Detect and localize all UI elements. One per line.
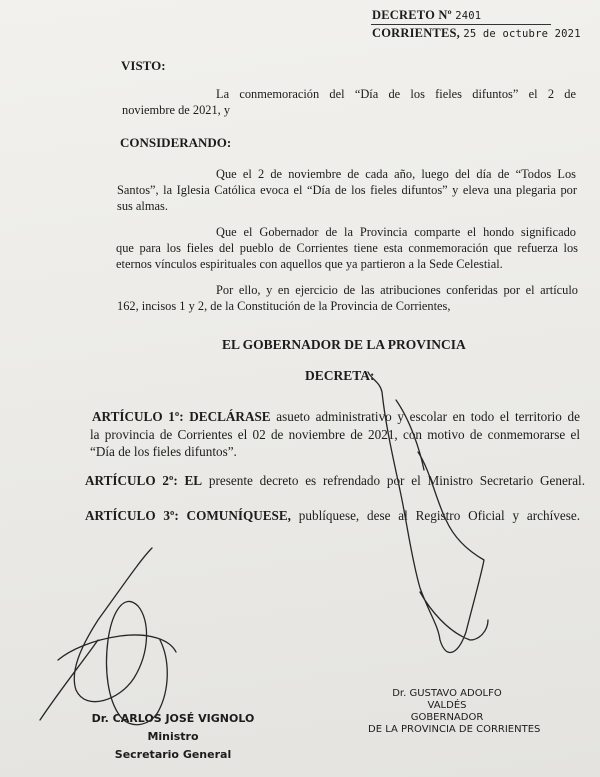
city: CORRIENTES, [372, 26, 460, 40]
governor-title: GOBERNADOR [410, 712, 484, 723]
considerando-title: CONSIDERANDO: [120, 135, 232, 150]
city-date-line [372, 26, 581, 41]
article-2-text: presente decreto es refrendado por el Ministro Secretario General. [208, 473, 586, 488]
article-3-label: ARTÍCULO 3º: COMUNÍQUESE, [85, 508, 291, 523]
article-3-text: publíquese, dese al Registro Oficial y archívese. [298, 508, 580, 523]
visto-line-2: noviembre de 2021, y [122, 103, 231, 117]
decree-underline [371, 24, 551, 25]
visto-line-1: La conmemoración del “Día de los fieles difuntos” el 2 de [216, 87, 576, 101]
article-1-line2: la provincia de Corrientes el 02 de noviembre de 2021, con motivo de conmemorarse el [90, 427, 580, 442]
considerando-p2-line3: eternos vínculos espirituales con aquellos que ya partieron a la Sede Celestial. [116, 257, 503, 271]
governor-province: DE LA PROVINCIA DE CORRIENTES [368, 724, 541, 735]
date: 25 de octubre 2021 [463, 28, 581, 40]
article-1-label: ARTÍCULO 1º: DECLÁRASE [92, 409, 271, 424]
minister-signature [58, 548, 176, 725]
minister-role: Secretario General [114, 748, 232, 761]
visto-title: VISTO: [121, 58, 166, 73]
decree-number-line [372, 8, 481, 23]
decreta-title: DECRETA: [305, 368, 375, 383]
governor-stamp [368, 688, 541, 736]
considerando-p1-line3: sus almas. [117, 199, 168, 213]
article-2-label: ARTÍCULO 2º: EL [85, 473, 203, 488]
considerando-p2-line2: que para los fieles del pueblo de Corrientes tiene esta conmemoración que refuerza los [116, 241, 578, 255]
considerando-p3-line2: 162, incisos 1 y 2, de la Constitución de la Provincia de Corrientes, [117, 299, 451, 313]
article-1-line1 [92, 408, 580, 426]
considerando-p1-line2: Santos”, la Iglesia Católica evoca el “Día de los fieles difuntos” y eleva una plegaria por [117, 183, 577, 197]
article-3 [85, 507, 580, 525]
considerando-p3-line1: Por ello, y en ejercicio de las atribuciones conferidas por el artículo [216, 283, 578, 297]
considerando-p1-line1: Que el 2 de noviembre de cada año, luego del día de “Todos Los [216, 167, 576, 181]
minister-name: Dr. CARLOS JOSÉ VIGNOLO [91, 712, 255, 725]
authority-title: EL GOBERNADOR DE LA PROVINCIA [222, 337, 466, 352]
decree-number: 2401 [455, 10, 482, 22]
minister-title: Ministro [147, 730, 199, 743]
governor-name: Dr. GUSTAVO ADOLFO VALDÉS [392, 688, 502, 711]
minister-stamp [88, 710, 258, 764]
article-1-text-1: asueto administrativo y escolar en todo el territorio de [276, 409, 580, 424]
considerando-p2-line1: Que el Gobernador de la Provincia comparte el hondo significado [216, 225, 576, 239]
decree-label: DECRETO Nº [372, 8, 452, 22]
article-1-line3: “Día de los fieles difuntos”. [90, 444, 237, 459]
article-2 [85, 472, 585, 490]
